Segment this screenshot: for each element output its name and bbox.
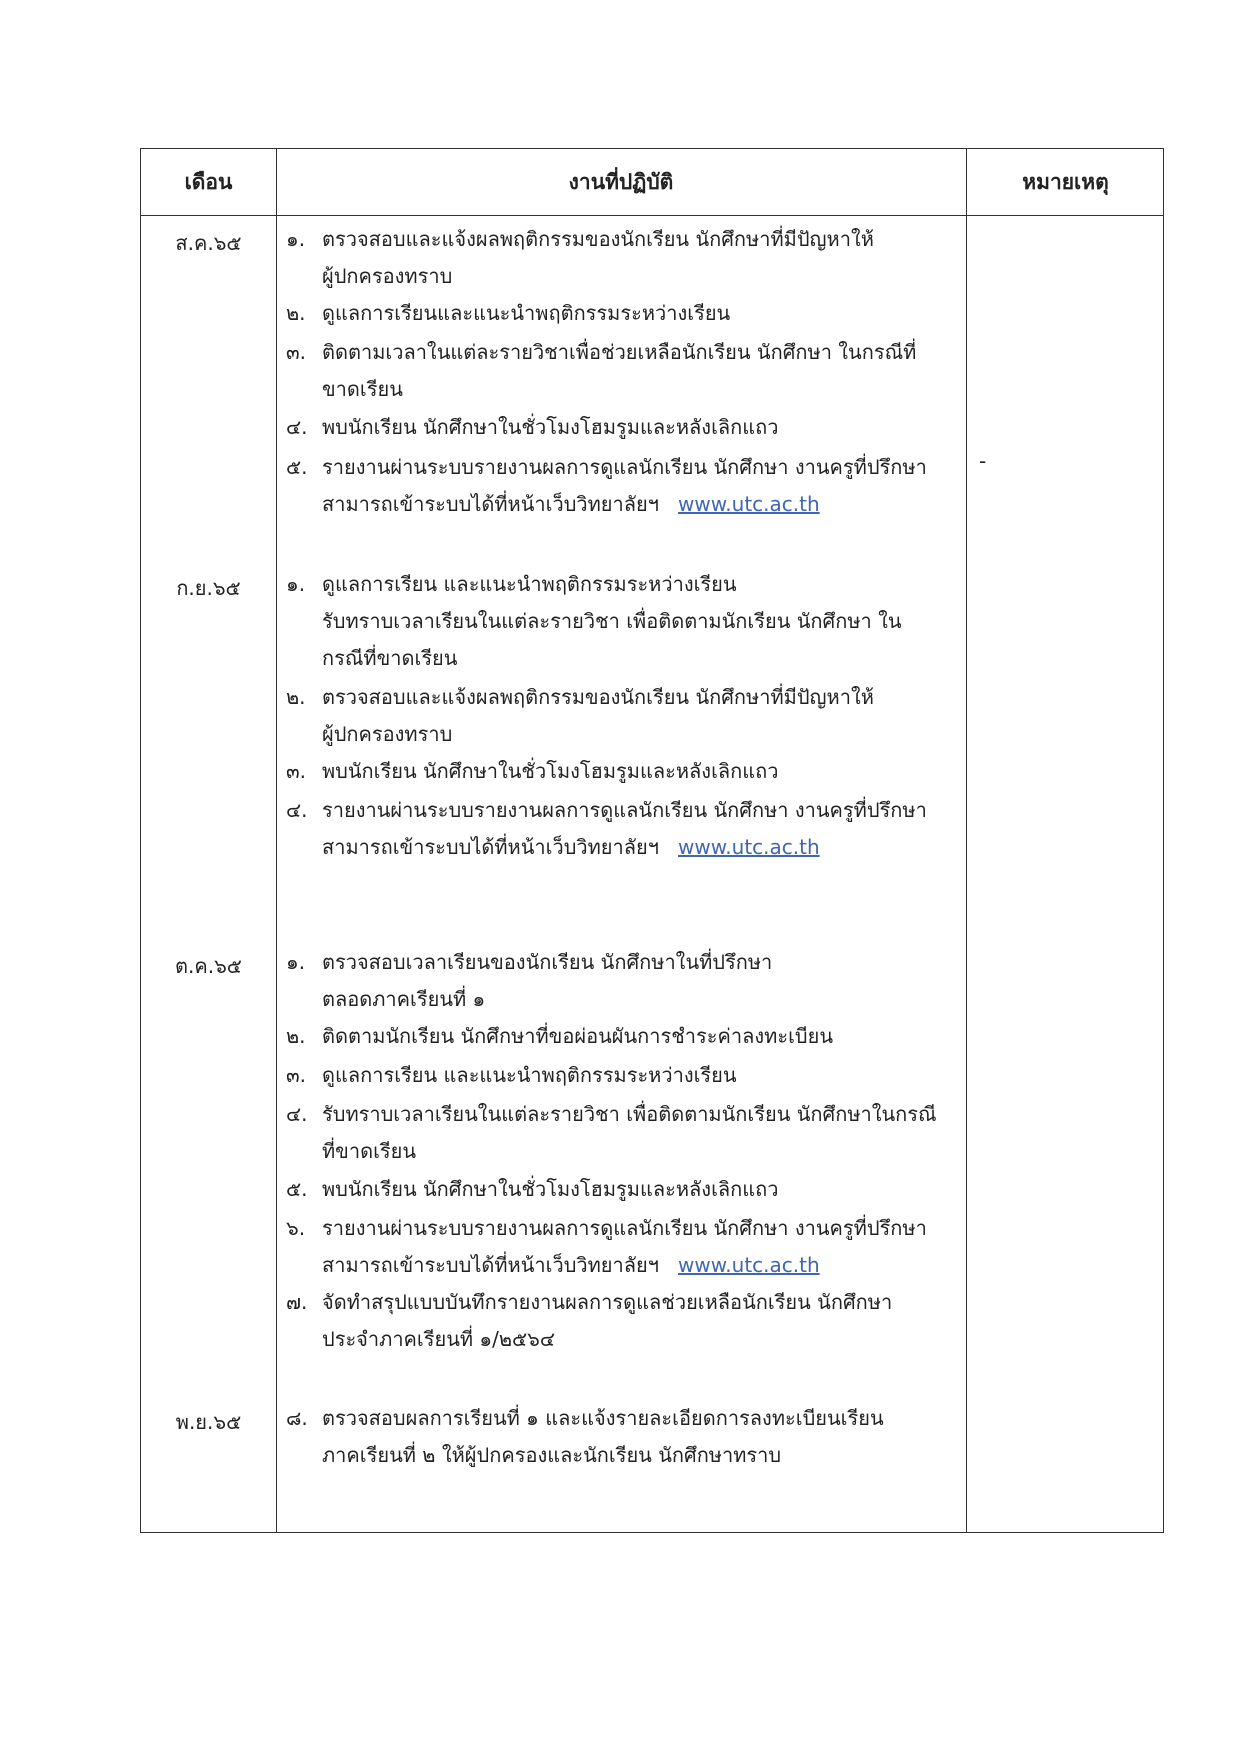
list-item bbox=[286, 1171, 956, 1208]
item-text: ที่ขาดเรียน bbox=[322, 1139, 417, 1163]
item-text: รายงานผ่านระบบรายงานผลการดูแลนักเรียน นักศึกษา งานครูที่ปรึกษา bbox=[322, 455, 927, 479]
column-divider bbox=[276, 149, 277, 1532]
item-number: ๘. bbox=[286, 1406, 308, 1430]
list-item bbox=[286, 753, 956, 790]
list-item bbox=[286, 1057, 956, 1094]
item-text: รายงานผ่านระบบรายงานผลการดูแลนักเรียน นักศึกษา งานครูที่ปรึกษา bbox=[322, 1216, 927, 1240]
header-month: เดือน bbox=[184, 169, 233, 194]
item-number: ๓. bbox=[286, 340, 307, 364]
item-text: จัดทำสรุปแบบบันทึกรายงานผลการดูแลช่วยเหลือนักเรียน นักศึกษา bbox=[322, 1290, 893, 1314]
item-number: ๓. bbox=[286, 759, 307, 783]
college-website-link[interactable]: www.utc.ac.th bbox=[678, 1253, 820, 1277]
item-number: ๑. bbox=[286, 227, 306, 251]
item-text: ตรวจสอบและแจ้งผลพฤติกรรมของนักเรียน นักศึกษาที่มีปัญหาให้ bbox=[322, 685, 874, 709]
item-text: ตรวจสอบเวลาเรียนของนักเรียน นักศึกษาในที่ปรึกษา bbox=[322, 950, 773, 974]
schedule-table bbox=[140, 148, 1164, 1533]
item-text: พบนักเรียน นักศึกษาในชั่วโมงโฮมรูมและหลังเลิกแถว bbox=[322, 759, 779, 783]
month-label: ส.ค.๖๕ bbox=[175, 231, 242, 255]
item-text: ภาคเรียนที่ ๒ ให้ผู้ปกครองและนักเรียน นักศึกษาทราบ bbox=[322, 1443, 782, 1467]
item-text: รับทราบเวลาเรียนในแต่ละรายวิชา เพื่อติดตามนักเรียน นักศึกษาในกรณี bbox=[322, 1102, 937, 1126]
item-text: ดูแลการเรียน และแนะนำพฤติกรรมระหว่างเรียน bbox=[322, 1063, 737, 1087]
list-item bbox=[286, 566, 956, 677]
list-item bbox=[286, 1284, 956, 1358]
item-text: ขาดเรียน bbox=[322, 377, 403, 401]
item-number: ๒. bbox=[286, 685, 306, 709]
item-number: ๖. bbox=[286, 1216, 306, 1240]
item-text: รายงานผ่านระบบรายงานผลการดูแลนักเรียน นักศึกษา งานครูที่ปรึกษา bbox=[322, 798, 927, 822]
item-number: ๕. bbox=[286, 1177, 308, 1201]
item-number: ๑. bbox=[286, 950, 306, 974]
item-text: ผู้ปกครองทราบ bbox=[322, 722, 453, 746]
list-item bbox=[286, 1210, 956, 1284]
item-number: ๔. bbox=[286, 798, 308, 822]
month-label: ก.ย.๖๕ bbox=[176, 576, 241, 600]
item-number: ๔. bbox=[286, 1102, 308, 1126]
item-text: ติดตามนักเรียน นักศึกษาที่ขอผ่อนผันการชำระค่าลงทะเบียน bbox=[322, 1024, 833, 1048]
item-text: ดูแลการเรียน และแนะนำพฤติกรรมระหว่างเรียน bbox=[322, 572, 737, 596]
list-item bbox=[286, 334, 956, 408]
item-text: ผู้ปกครองทราบ bbox=[322, 264, 453, 288]
list-item bbox=[286, 221, 956, 295]
list-item bbox=[286, 679, 956, 753]
list-item bbox=[286, 449, 956, 523]
item-text: พบนักเรียน นักศึกษาในชั่วโมงโฮมรูมและหลังเลิกแถว bbox=[322, 1177, 779, 1201]
item-text: ติดตามเวลาในแต่ละรายวิชาเพื่อช่วยเหลือนักเรียน นักศึกษา ในกรณีที่ bbox=[322, 340, 917, 364]
college-website-link[interactable]: www.utc.ac.th bbox=[678, 492, 820, 516]
item-number: ๗. bbox=[286, 1290, 308, 1314]
item-text: สามารถเข้าระบบได้ที่หน้าเว็บวิทยาลัยฯ bbox=[322, 835, 659, 859]
item-text: ดูแลการเรียนและแนะนำพฤติกรรมระหว่างเรียน bbox=[322, 301, 731, 325]
item-text: ตลอดภาคเรียนที่ ๑ bbox=[322, 987, 486, 1011]
item-text: ประจำภาคเรียนที่ ๑/๒๕๖๔ bbox=[322, 1327, 556, 1351]
item-number: ๒. bbox=[286, 1024, 306, 1048]
list-item bbox=[286, 409, 956, 446]
column-divider bbox=[966, 149, 967, 1532]
item-number: ๓. bbox=[286, 1063, 307, 1087]
list-item bbox=[286, 944, 956, 1018]
list-item bbox=[286, 792, 956, 866]
item-text: ตรวจสอบและแจ้งผลพฤติกรรมของนักเรียน นักศึกษาที่มีปัญหาให้ bbox=[322, 227, 874, 251]
list-item bbox=[286, 1018, 956, 1055]
month-label: พ.ย.๖๕ bbox=[175, 1410, 242, 1434]
header-divider bbox=[141, 215, 1163, 216]
item-number: ๒. bbox=[286, 301, 306, 325]
note-value: - bbox=[979, 449, 987, 473]
college-website-link[interactable]: www.utc.ac.th bbox=[678, 835, 820, 859]
header-task: งานที่ปฏิบัติ bbox=[568, 169, 674, 194]
item-number: ๔. bbox=[286, 415, 308, 439]
item-number: ๑. bbox=[286, 572, 306, 596]
item-text: ตรวจสอบผลการเรียนที่ ๑ และแจ้งรายละเอียดการลงทะเบียนเรียน bbox=[322, 1406, 884, 1430]
month-label: ต.ค.๖๕ bbox=[175, 954, 242, 978]
item-text: พบนักเรียน นักศึกษาในชั่วโมงโฮมรูมและหลังเลิกแถว bbox=[322, 415, 779, 439]
header-note: หมายเหตุ bbox=[1022, 169, 1109, 194]
list-item bbox=[286, 1096, 956, 1170]
item-text: กรณีที่ขาดเรียน bbox=[322, 646, 458, 670]
item-text: สามารถเข้าระบบได้ที่หน้าเว็บวิทยาลัยฯ bbox=[322, 492, 659, 516]
list-item bbox=[286, 1400, 956, 1474]
list-item bbox=[286, 295, 956, 332]
item-text: รับทราบเวลาเรียนในแต่ละรายวิชา เพื่อติดตามนักเรียน นักศึกษา ใน bbox=[322, 609, 902, 633]
item-text: สามารถเข้าระบบได้ที่หน้าเว็บวิทยาลัยฯ bbox=[322, 1253, 659, 1277]
item-number: ๕. bbox=[286, 455, 308, 479]
